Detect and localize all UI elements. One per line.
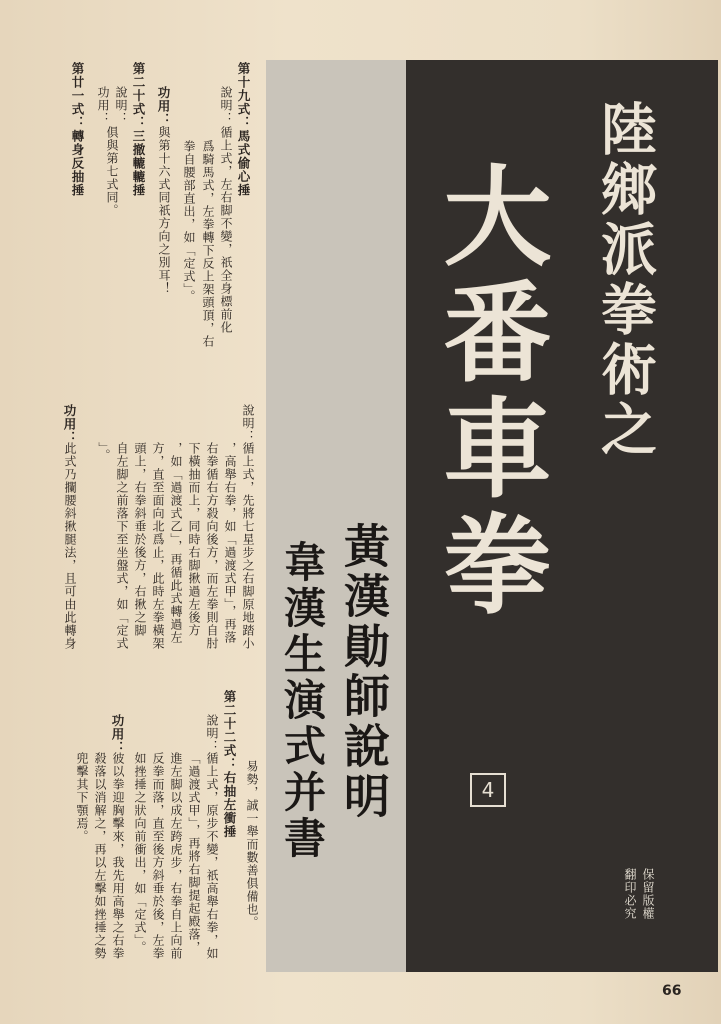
section-22-desc-4: 反拳而落，直至後方斜垂於後，左拳 [151,752,165,960]
section-21-heading: 第廿一式：轉身反抽捶 [70,62,85,197]
rights-line-1: 保留版權 [641,868,655,920]
section-19-heading: 第十九式：馬式偷心捶 [236,62,251,197]
rights-line-2: 翻印必究 [623,868,637,920]
section-21-desc-2: ，高舉右拳，如「過渡式甲」，再落 [223,442,237,644]
section-21-desc-3: 右拳循右方殺向後方，而左拳則自肘 [205,442,219,650]
section-20-heading: 第二十式：三撤轆轆捶 [131,62,146,197]
section-22-func-1: 彼以拳迎胸擊來，我先用高舉之右拳 [111,752,125,960]
section-21-desc-6: 方，直至面向北爲止，此時左拳橫架 [151,442,165,650]
section-19-desc-3: 拳自腰部直出，如「定式」。 [182,140,196,303]
section-22-desc-2: 「過渡式甲」，再將右脚提起殿落， [187,752,201,954]
section-21-desc-4: 下橫抽而上，同時右脚揪過左後方 [187,442,201,637]
section-19-desc-2: 爲騎馬式，左拳轉下反上架頭頂，右 [201,140,215,348]
section-22-func-label: 功用： [110,714,125,755]
section-21-desc-9: 」。 [97,442,111,462]
section-20-func-label: 功用： [96,86,110,125]
section-21-desc-5: ，如「過渡式乙」，再循此式轉過左 [169,442,183,644]
page-number: 66 [662,983,682,999]
section-19-func-text: 與第十六式同祇方向之別耳！ [157,126,171,295]
section-22-desc-1: 循上式，原步不變，祇高舉右拳，如 [205,752,219,960]
section-21-func-text: 此式乃攔腰斜揪腿法，且可由此轉身 [63,442,77,650]
section-19-desc-label: 說明： [219,86,233,125]
section-21-desc-label: 說明： [241,404,255,443]
section-21-continuation: 易勢，誠一舉而數善俱備也。 [245,760,259,929]
section-21-desc-8: 自左脚之前落下至坐盤式，如「定式 [115,442,129,650]
section-21-func-label: 功用： [62,404,77,445]
section-20-shared-text: 俱與第七式同。 [105,126,119,217]
issue-number-box: 4 [470,773,506,807]
section-22-func-3: 兜擊其下顎焉。 [75,752,89,843]
author-line-2: 韋漢生演式并書 [278,540,327,862]
series-title-big: 大番車拳 [425,160,551,624]
section-22-func-2: 殺落以消解之，再以左擊如挫捶之勢 [93,752,107,960]
series-title-small: 陸鄉派拳術之 [592,100,658,460]
section-22-heading: 第二十二式：右抽左衝捶 [222,690,237,839]
section-20-desc-label: 說明： [114,86,128,125]
section-21-desc-7: 頭上，右拳斜垂於後方，右揪之脚 [133,442,147,637]
author-line-1: 黃漢勛師說明 [337,522,391,822]
section-22-desc-3: 進左脚以成左跨虎步，右拳自上向前 [169,752,183,960]
section-22-desc-5: 如挫捶之狀向前衝出，如「定式」。 [133,752,147,954]
section-21-desc-1: 循上式，先將七星步之右脚原地踏小 [241,442,255,650]
section-22-desc-label: 說明： [205,714,219,753]
section-19-func-label: 功用： [156,86,171,127]
section-19-desc-1: 循上式，左右脚不變，祇全身標前化 [219,126,233,334]
